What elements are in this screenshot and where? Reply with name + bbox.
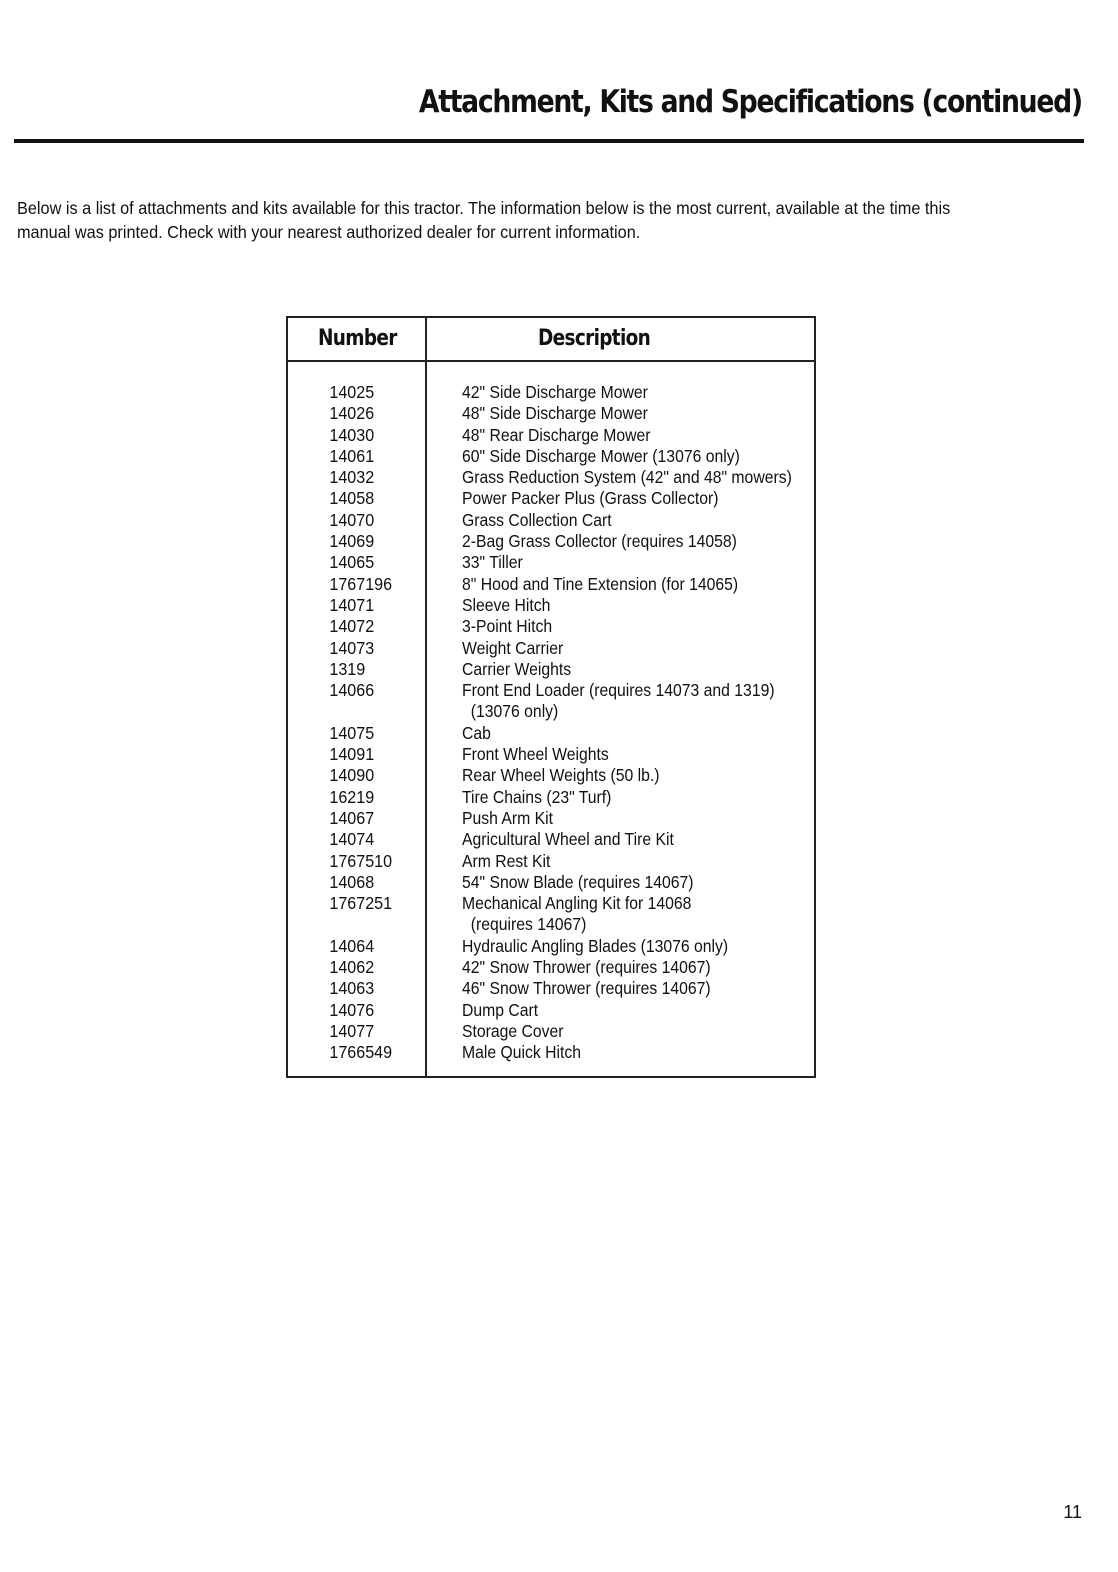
table-row xyxy=(288,510,814,531)
part-number: 14061 xyxy=(329,445,375,466)
part-number: 14065 xyxy=(329,552,375,573)
part-description: Cab xyxy=(462,722,491,743)
table-row xyxy=(288,978,814,999)
part-description: Hydraulic Angling Blades (13076 only) xyxy=(462,935,729,956)
page-title: Attachment, Kits and Specifications (continued) xyxy=(419,84,1082,120)
part-description: Tire Chains (23" Turf) xyxy=(462,786,612,807)
intro-line: manual was printed. Check with your nearest authorized dealer for current information. xyxy=(17,222,641,242)
part-number: 14073 xyxy=(329,637,375,658)
part-number: 14076 xyxy=(329,999,375,1020)
table-row xyxy=(288,382,814,403)
table-row xyxy=(288,403,814,424)
table-row xyxy=(288,893,814,914)
table-row xyxy=(288,659,814,680)
table-row xyxy=(288,680,814,701)
part-number: 14067 xyxy=(329,807,375,828)
table-row xyxy=(288,1042,814,1063)
part-description: Male Quick Hitch xyxy=(462,1042,582,1063)
part-description: Agricultural Wheel and Tire Kit xyxy=(462,829,674,850)
part-description: 3-Point Hitch xyxy=(462,616,553,637)
number-column-header: Number xyxy=(318,326,397,351)
part-description: Power Packer Plus (Grass Collector) xyxy=(462,488,719,509)
table-row xyxy=(288,723,814,744)
part-number: 14074 xyxy=(329,829,375,850)
intro-paragraph xyxy=(17,196,1031,244)
part-description: Dump Cart xyxy=(462,999,539,1020)
attachments-table xyxy=(286,316,816,1078)
part-number: 14091 xyxy=(329,744,375,765)
part-description: Push Arm Kit xyxy=(462,807,554,828)
part-description: Sleeve Hitch xyxy=(462,594,551,615)
part-number: 14077 xyxy=(329,1020,375,1041)
part-number: 16219 xyxy=(329,786,375,807)
part-description: (requires 14067) xyxy=(462,914,587,935)
table-row xyxy=(288,872,814,893)
part-description: 33" Tiller xyxy=(462,552,523,573)
part-description: Front Wheel Weights xyxy=(462,744,609,765)
part-number: 1767196 xyxy=(329,573,393,594)
part-number: 1319 xyxy=(329,658,366,679)
table-row xyxy=(288,829,814,850)
part-number: 14063 xyxy=(329,978,375,999)
part-description: Weight Carrier xyxy=(462,637,564,658)
part-description: Arm Rest Kit xyxy=(462,850,551,871)
table-row xyxy=(288,957,814,978)
part-description: 48" Side Discharge Mower xyxy=(462,403,648,424)
table-row xyxy=(288,425,814,446)
table-row xyxy=(288,531,814,552)
part-description: 2-Bag Grass Collector (requires 14058) xyxy=(462,531,737,552)
part-number: 14025 xyxy=(329,382,375,402)
part-number: 14069 xyxy=(329,531,375,552)
part-description: Front End Loader (requires 14073 and 1319) xyxy=(462,680,775,701)
table-row xyxy=(288,488,814,509)
intro-line: Below is a list of attachments and kits available for this tractor. The information below is the most current, available at the time this xyxy=(17,198,951,218)
part-description: 60" Side Discharge Mower (13076 only) xyxy=(462,445,740,466)
part-number: 14032 xyxy=(329,467,375,488)
table-row xyxy=(288,446,814,467)
part-description: 48" Rear Discharge Mower xyxy=(462,424,651,445)
part-description: Grass Collection Cart xyxy=(462,509,612,530)
header-rule xyxy=(288,360,814,362)
part-number xyxy=(288,914,448,935)
table-row xyxy=(288,851,814,872)
part-description: Storage Cover xyxy=(462,1020,564,1041)
title-rule xyxy=(14,139,1084,143)
table-row xyxy=(288,1000,814,1021)
table-row xyxy=(288,701,814,722)
table-row xyxy=(288,936,814,957)
part-number: 14072 xyxy=(329,616,375,637)
part-number: 14071 xyxy=(329,594,375,615)
part-number: 1766549 xyxy=(329,1042,393,1063)
part-number: 1767251 xyxy=(329,893,393,914)
part-description: Mechanical Angling Kit for 14068 xyxy=(462,893,692,914)
table-row xyxy=(288,914,814,935)
table-row xyxy=(288,467,814,488)
table-row xyxy=(288,765,814,786)
part-number xyxy=(288,701,448,722)
part-number: 14068 xyxy=(329,871,375,892)
table-row xyxy=(288,574,814,595)
part-number: 14030 xyxy=(329,424,375,445)
part-description: 8" Hood and Tine Extension (for 14065) xyxy=(462,573,739,594)
part-number: 14058 xyxy=(329,488,375,509)
table-row xyxy=(288,552,814,573)
table-row xyxy=(288,744,814,765)
table-row xyxy=(288,638,814,659)
part-description: Rear Wheel Weights (50 lb.) xyxy=(462,765,660,786)
page-number: 11 xyxy=(1063,1502,1082,1522)
table-row xyxy=(288,595,814,616)
description-column-header: Description xyxy=(538,326,651,351)
part-number: 14062 xyxy=(329,957,375,978)
table-row xyxy=(288,787,814,808)
part-description: Grass Reduction System (42" and 48" mowers) xyxy=(462,467,792,488)
part-number: 1767510 xyxy=(329,850,393,871)
part-number: 14066 xyxy=(329,680,375,701)
part-number: 14064 xyxy=(329,935,375,956)
part-description: 42" Snow Thrower (requires 14067) xyxy=(462,957,711,978)
part-description: Carrier Weights xyxy=(462,658,572,679)
table-row xyxy=(288,808,814,829)
part-description: 46" Snow Thrower (requires 14067) xyxy=(462,978,711,999)
part-description: (13076 only) xyxy=(462,701,559,722)
part-number: 14026 xyxy=(329,403,375,424)
table-row xyxy=(288,1021,814,1042)
part-description: 54" Snow Blade (requires 14067) xyxy=(462,871,694,892)
part-number: 14070 xyxy=(329,509,375,530)
table-row xyxy=(288,616,814,637)
part-description: 42" Side Discharge Mower xyxy=(462,382,648,402)
part-number: 14075 xyxy=(329,722,375,743)
table-body xyxy=(288,382,814,1064)
part-number: 14090 xyxy=(329,765,375,786)
